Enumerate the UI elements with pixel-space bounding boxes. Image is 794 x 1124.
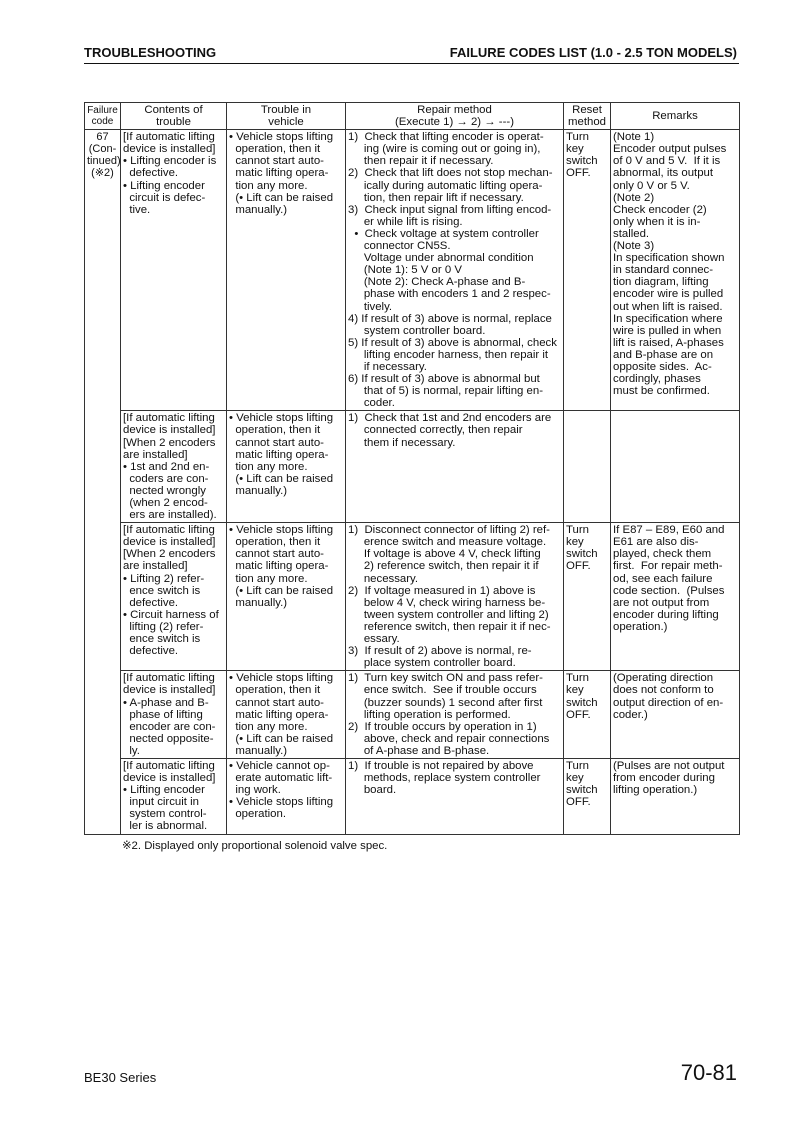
reset-cell: Turn key switch OFF. [564, 758, 611, 834]
remarks-cell: (Note 1) Encoder output pulses of 0 V and 5 V. If it is abnormal, its output only 0 V or 5 V. (Note 2) Check encoder (2) only when it is in- stalled. (Note 3) In specification shown in standard connec- tion diagram, lifting encoder wire is pulled out when lift is raised. In specification where wire is pulled in when lift is raised, A-phases and B-phase are on opposite sides. Ac- cordingly, phases must be confirmed. [611, 130, 740, 411]
header-contents-of-trouble: Contents of trouble [121, 103, 227, 130]
reset-cell: Turn key switch OFF. [564, 671, 611, 759]
header-trouble-in-vehicle: Trouble in vehicle [227, 103, 346, 130]
page-number: 70-81 [680, 1060, 737, 1085]
trouble-cell: • Vehicle stops lifting operation, then it cannot start auto- matic lifting opera- tion any more. (• Lift can be raised manually.) [227, 523, 346, 671]
failure-codes-table [84, 102, 740, 835]
footnote: ※2. Displayed only proportional solenoid valve spec. [122, 840, 388, 852]
repair-cell: 1) Check that lifting encoder is operat- ing (wire is coming out or going in), then repair it if necessary. 2) Check that lift does not stop mechan- ically during automatic lifting opera- tion, then repair lift if necessary. 3) Check input signal from lifting encod- er while lift is rising. • Check voltage at system controller connector CN5S. Voltage under abnormal condition (Note 1): 5 V or 0 V (Note 2): Check A-phase and B- phase with encoders 1 and 2 respec- tively. 4) If result of 3) above is normal, replace system controller board. 5) If result of 3) above is abnormal, check lifting encoder harness, then repair it if necessary. 6) If result of 3) above is abnormal but that of 5) is normal, repair lifting en- coder. [346, 130, 564, 411]
table-row [85, 130, 740, 411]
reset-cell [564, 411, 611, 523]
table-row [85, 523, 740, 671]
contents-cell: [If automatic lifting device is installed] • A-phase and B- phase of lifting encoder are con- nected opposite- ly. [121, 671, 227, 759]
trouble-cell: • Vehicle stops lifting operation, then it cannot start auto- matic lifting opera- tion any more. (• Lift can be raised manually.) [227, 130, 346, 411]
remarks-cell: If E87 – E89, E60 and E61 are also dis- played, check them first. For repair meth- od, see each failure code section. (Pulses are not output from encoder during lifting operation.) [611, 523, 740, 671]
contents-cell: [If automatic lifting device is installed] [When 2 encoders are installed] • 1st and 2nd en- coders are con- nected wrongly (when 2 encod- ers are installed). [121, 411, 227, 523]
page-heading: FAILURE CODES LIST (1.0 - 2.5 TON MODELS) [449, 45, 737, 60]
contents-cell: [If automatic lifting device is installed] • Lifting encoder input circuit in system control- ler is abnormal. [121, 758, 227, 834]
table-row [85, 671, 740, 759]
trouble-cell: • Vehicle cannot op- erate automatic lift- ing work. • Vehicle stops lifting operation. [227, 758, 346, 834]
trouble-cell: • Vehicle stops lifting operation, then it cannot start auto- matic lifting opera- tion any more. (• Lift can be raised manually.) [227, 671, 346, 759]
repair-cell: 1) Disconnect connector of lifting 2) ref- erence switch and measure voltage. If voltage is above 4 V, check lifting 2) reference switch, then repair it if necessary. 2) If voltage measured in 1) above is below 4 V, check wiring harness be- tween system controller and lifting 2) reference switch, then repair it if nec- essary. 3) If result of 2) above is normal, re- place system controller board. [346, 523, 564, 671]
table-row [85, 411, 740, 523]
table-row [85, 758, 740, 834]
header-failure-code: Failure code [85, 103, 121, 130]
repair-cell: 1) If trouble is not repaired by above methods, replace system controller board. [346, 758, 564, 834]
remarks-cell: (Operating direction does not conform to output direction of en- coder.) [611, 671, 740, 759]
contents-cell: [If automatic lifting device is installed] [When 2 encoders are installed] • Lifting 2) refer- ence switch is defective. • Circuit harness of lifting (2) refer- ence switch is defective. [121, 523, 227, 671]
section-title: TROUBLESHOOTING [84, 45, 217, 60]
reset-cell: Turn key switch OFF. [564, 523, 611, 671]
header-remarks: Remarks [611, 103, 740, 130]
remarks-cell: (Pulses are not output from encoder during lifting operation.) [611, 758, 740, 834]
header-repair-method: Repair method (Execute 1) → 2) → ---) [346, 103, 564, 130]
header-rule [84, 63, 739, 64]
repair-cell: 1) Turn key switch ON and pass refer- ence switch. See if trouble occurs (buzzer sounds) 1 second after first lifting operation is performed. 2) If trouble occurs by operation in 1) above, check and repair connections of A-phase and B-phase. [346, 671, 564, 759]
footer-series: BE30 Series [84, 1070, 157, 1085]
remarks-cell [611, 411, 740, 523]
contents-cell: [If automatic lifting device is installed] • Lifting encoder is defective. • Lifting encoder circuit is defec- tive. [121, 130, 227, 411]
reset-cell: Turn key switch OFF. [564, 130, 611, 411]
header-reset-method: Reset method [564, 103, 611, 130]
trouble-cell: • Vehicle stops lifting operation, then it cannot start auto- matic lifting opera- tion any more. (• Lift can be raised manually.) [227, 411, 346, 523]
repair-cell: 1) Check that 1st and 2nd encoders are connected correctly, then repair them if necessary. [346, 411, 564, 523]
table-header-row [85, 103, 740, 130]
failure-code-cell: 67 (Con- tinued) (※2) [85, 130, 121, 834]
